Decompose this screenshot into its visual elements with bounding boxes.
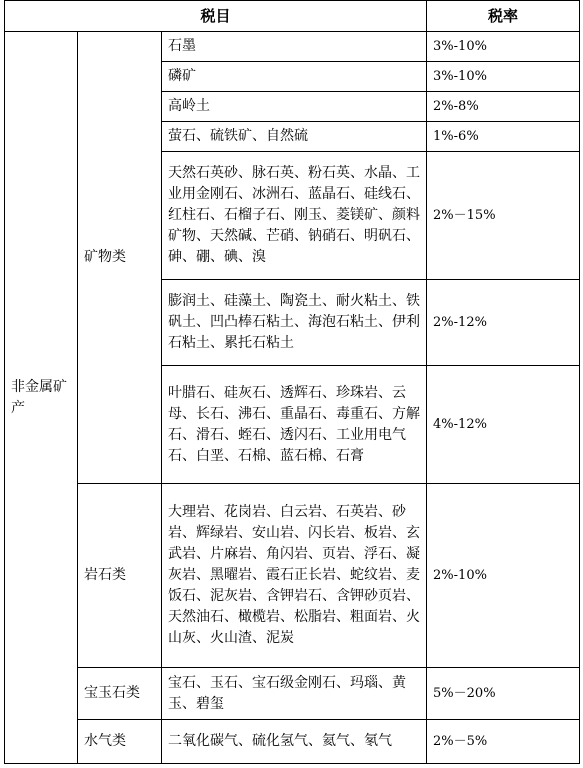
item-cell: 磷矿 — [162, 62, 427, 92]
rate-cell: 3%-10% — [427, 32, 580, 62]
subcategory-gem: 宝玉石类 — [78, 668, 162, 720]
table-row — [5, 668, 580, 720]
tax-rate-table — [4, 0, 580, 764]
item-cell: 大理岩、花岗岩、白云岩、石英岩、砂岩、辉绿岩、安山岩、闪长岩、板岩、玄武岩、片麻岩、角闪岩、页岩、浮石、凝灰岩、黑曜岩、霞石正长岩、蛇纹岩、麦饭石、泥灰岩、含钾岩石、含钾砂页岩、天然油石、橄榄岩、松脂岩、粗面岩、火山灰、火山渣、泥炭 — [162, 484, 427, 668]
subcategory-mineral: 矿物类 — [78, 32, 162, 484]
rate-cell: 3%-10% — [427, 62, 580, 92]
table-row — [5, 484, 580, 668]
rate-cell: 1%-6% — [427, 122, 580, 152]
category-cell: 非金属矿产 — [5, 32, 78, 764]
item-cell: 天然石英砂、脉石英、粉石英、水晶、工业用金刚石、冰洲石、蓝晶石、硅线石、红柱石、石榴子石、刚玉、菱镁矿、颜料矿物、天然碱、芒硝、钠硝石、明矾石、砷、硼、碘、溴 — [162, 152, 427, 280]
item-cell: 石墨 — [162, 32, 427, 62]
table-row — [5, 720, 580, 764]
header-rate: 税率 — [427, 1, 580, 32]
rate-cell: 5%－20% — [427, 668, 580, 720]
subcategory-rock: 岩石类 — [78, 484, 162, 668]
rate-cell: 4%-12% — [427, 366, 580, 484]
item-cell: 膨润土、硅藻土、陶瓷土、耐火粘土、铁矾土、凹凸棒石粘土、海泡石粘土、伊利石粘土、累托石粘土 — [162, 280, 427, 366]
subcategory-water-gas: 水气类 — [78, 720, 162, 764]
rate-cell: 2%-12% — [427, 280, 580, 366]
item-cell: 萤石、硫铁矿、自然硫 — [162, 122, 427, 152]
item-cell: 宝石、玉石、宝石级金刚石、玛瑙、黄玉、碧玺 — [162, 668, 427, 720]
rate-cell: 2%－5% — [427, 720, 580, 764]
rate-cell: 2%-8% — [427, 92, 580, 122]
item-cell: 叶腊石、硅灰石、透辉石、珍珠岩、云母、长石、沸石、重晶石、毒重石、方解石、滑石、蛭石、透闪石、工业用电气石、白垩、石棉、蓝石棉、石膏 — [162, 366, 427, 484]
rate-cell: 2%-10% — [427, 484, 580, 668]
header-row — [5, 1, 580, 32]
item-cell: 二氧化碳气、硫化氢气、氦气、氡气 — [162, 720, 427, 764]
item-cell: 高岭土 — [162, 92, 427, 122]
header-item: 税目 — [5, 1, 427, 32]
table-row — [5, 32, 580, 62]
rate-cell: 2%－15% — [427, 152, 580, 280]
